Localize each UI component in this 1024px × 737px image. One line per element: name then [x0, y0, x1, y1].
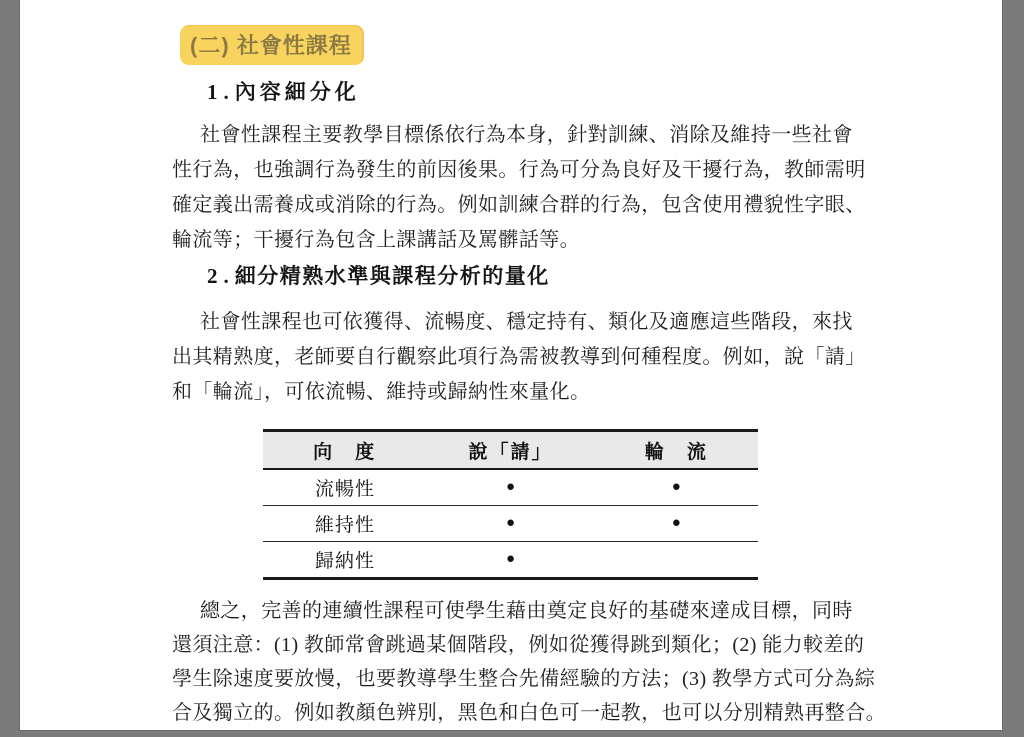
table-row-label: 維持性	[263, 506, 426, 542]
table-row	[263, 542, 758, 579]
paragraph-1-line-4: 輪流等；干擾行為包含上課講話及罵髒話等。	[172, 229, 580, 251]
paragraph-3-line-3: 學生除速度要放慢，也要教導學生整合先備經驗的方法；(3) 教學方式可分為綜	[172, 668, 876, 690]
table-row-label: 歸納性	[263, 542, 426, 579]
paragraph-2-line-3: 和「輪流」，可依流暢、維持或歸納性來量化。	[172, 381, 591, 403]
dot-marker: ●	[426, 542, 594, 579]
document-page	[20, 0, 1002, 730]
table-row-label: 流暢性	[263, 469, 426, 506]
paragraph-1-line-2: 性行為，也強調行為發生的前因後果。行為可分為良好及干擾行為，教師需明	[172, 159, 866, 181]
subsection-1-label: 內容細分化	[234, 80, 360, 104]
table-header-take-turns: 輪 流	[595, 431, 758, 470]
subsection-2-title	[207, 260, 550, 290]
table-row	[263, 506, 758, 542]
dot-marker: ●	[595, 469, 758, 506]
paragraph-1-line-1: 社會性課程主要教學目標係依行為本身，針對訓練、消除及維持一些社會	[200, 124, 853, 146]
subsection-2-number: 2.	[207, 264, 235, 288]
paragraph-1	[172, 118, 872, 258]
paragraph-2	[172, 305, 872, 410]
paragraph-3-line-4: 合及獨立的。例如教顏色辨別，黑色和白色可一起教，也可以分別精熟再整合。	[172, 702, 886, 724]
section-heading-highlighted: (二) 社會性課程	[180, 25, 364, 65]
dot-marker: ●	[426, 469, 594, 506]
dot-marker: ●	[426, 506, 594, 542]
paragraph-3-line-2: 還須注意：(1) 教師常會跳過某個階段，例如從獲得跳到類化；(2) 能力較差的	[172, 634, 865, 656]
dot-marker	[595, 542, 758, 579]
subsection-2-label: 細分精熟水準與課程分析的量化	[234, 264, 550, 288]
dot-marker: ●	[595, 506, 758, 542]
table-row	[263, 469, 758, 506]
paragraph-2-line-1: 社會性課程也可依獲得、流暢度、穩定持有、類化及適應這些階段，來找	[200, 311, 853, 333]
table-header-say-please: 說「請」	[426, 431, 594, 470]
subsection-1-number: 1.	[207, 80, 235, 104]
subsection-1-title	[207, 76, 360, 106]
paragraph-2-line-2: 出其精熟度，老師要自行觀察此項行為需被教導到何種程度。例如，說「請」	[172, 346, 866, 368]
table-header-dimension: 向 度	[263, 431, 426, 470]
paragraph-3-line-1: 總之，完善的連續性課程可使學生藉由奠定良好的基礎來達成目標，同時	[200, 600, 853, 622]
table-header-row	[263, 431, 758, 470]
mastery-dimension-table	[263, 429, 758, 580]
paragraph-1-line-3: 確定義出需養成或消除的行為。例如訓練合群的行為，包含使用禮貌性字眼、	[172, 194, 866, 216]
paragraph-3	[172, 594, 886, 730]
